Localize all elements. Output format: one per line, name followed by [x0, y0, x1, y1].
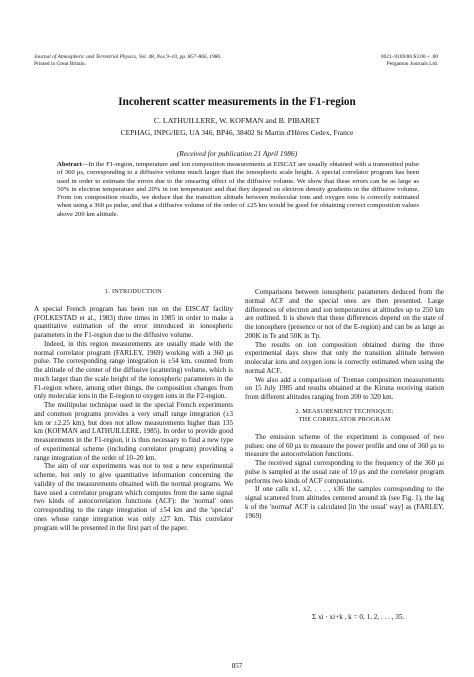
issn-line: 0021–9169/86 $3.00 + .00 [380, 54, 438, 60]
section-heading-introduction: 1. INTRODUCTION [105, 288, 162, 295]
left-column [34, 288, 233, 532]
journal-citation [34, 54, 221, 67]
paragraph: The received signal corresponding to the frequency of the 360 μs pulse is sampled at the usual rate of 10 μs and the correlator program performs two kinds of ACF computations. [245, 459, 444, 485]
right-column [245, 288, 444, 520]
printed-line: Printed in Great Britain. [34, 60, 87, 67]
paragraph: The multipulse technique used in the special French experiments and common programs provides a very small range integration (±3 km or ±2.25 km), but does not allow measurements higher than 135 km (KOFMAN and LATHUILLERE, 1985). In order to provide good measurements in the F1-region, it is thus necessary to find a new type of experimental scheme (including correlator program) providing a range integration of the order of 10–20 km. [34, 401, 233, 462]
paragraph: Comparisons between ionospheric parameters deduced from the normal ACF and the special ones are then presented. Large differences of electron and ion temperatures at altitudes up to 250 km are outlined. It is shown that these differences depend on the state of the ionosphere (presence or not of the E-region) and can be as large as 200K in Te and 50K in Tp. [245, 288, 444, 340]
received-date: (Received for publication 21 April 1986) [176, 149, 298, 158]
article-title: Incoherent scatter measurements in the F1-region [118, 96, 356, 108]
paragraph: The results on ion composition obtained during the three experimental days show that only the transition altitude between molecular ions and oxygen ions is correctly estimated when using the normal ACF. [245, 340, 444, 375]
section-heading-correlator: THE CORRELATOR PROGRAM [298, 416, 391, 424]
paragraph: The emission scheme of the experiment is composed of two pulses: one of 60 μs to measure the power profile and one of 360 μs to measure the autocorrelation functions. [245, 432, 444, 459]
paragraph: If one calls x1, x2, . . . , x36 the samples corresponding to the signal scattered from altitudes centered around zk (see Fig. 1), the lag k of the 'normal' ACF is calculated [in 'the usual' way] as (FARLEY, 1969) [245, 485, 444, 520]
journal-line: Journal of Atmospheric and Terrestrial Physics, Vol. 48, Nos 9–10, pp. 857–866, 1986. [34, 54, 222, 60]
section-heading-measurement: 2. MEASUREMENT TECHNIQUE: [295, 407, 394, 415]
page-number: 857 [231, 662, 243, 670]
abstract-text: —In the F1-region, temperature and ion composition measurements at EISCAT are usually obtained with a transmitted pulse of 360 μs, corresponding to a diffusive volume much larger than the ionospheric scale height. A special correlator program has been used in order to estimate the errors due to the smearing effect of the diffusive volume. We show that these errors can be as large as 50% in electron temperature and 20% in ion temperature and that they depend on electron density gradients in the diffusive volume. From ion composition results, we deduce that the transition altitude between molecular ions and oxygen ions is correctly estimated when using a 360 μs pulse, and that a diffusive volume of the order of ±25 km would be good for obtaining correct composition values above 200 km altitude. [57, 161, 419, 218]
paragraph: We also add a comparison of Tromsø composition measurements on 15 July 1985 and results obtained at the Kiruna receiving station from different altitudes ranging from 200 to 320 km. [245, 375, 444, 401]
paragraph: Indeed, in this region measurements are usually made with the normal correlator program (FARLEY, 1969) working with a 360 μs pulse. The corresponding range integration is ±54 km, counted from the altitude of the center of the diffusive (scattering) volume, which is much larger than the scale height of the ionospheric parameters in the F1-region where, among other things, the composition changes from only molecular ions in the E-region to oxygen ions in the F2-region. [34, 339, 233, 401]
paragraph: The aim of our experiments was not to test a new experimental scheme, but only to give quantitative information concerning the validity of the measurements obtained with the normal programs. We have used a correlator program which computes from the same signal two kinds of autocorrelation functions (ACF): the 'normal' ones corresponding to the range integration of ±54 km and the 'special' ones whose range integration was only ±27 km. This correlator program will be presented in the first part of the paper. [34, 462, 233, 532]
acf-formula: Σ xi · xi+k , k = 0, 1, 2, . . . , 35. [312, 613, 405, 621]
article-affiliation: CEPHAG, INPG/IEG, UA 346, BP46, 38402 St Martin d'Hères Cedex, France [120, 128, 354, 137]
publisher-line: Pergamon Journals Ltd. [386, 60, 438, 67]
issn-block [381, 54, 438, 67]
abstract-label: Abstract [57, 161, 82, 168]
article-authors: C. LATHUILLERE, W. KOFMAN and B. PIBARET [153, 116, 321, 125]
abstract [57, 161, 419, 219]
paragraph: A special French program has been run on the EISCAT facility (FOLKESTAD et al., 1983) three times in 1985 in order to make a quantitative estimation of the error introduced in ionospheric parameters in the F1-region due to the diffusive volume. [34, 304, 233, 339]
